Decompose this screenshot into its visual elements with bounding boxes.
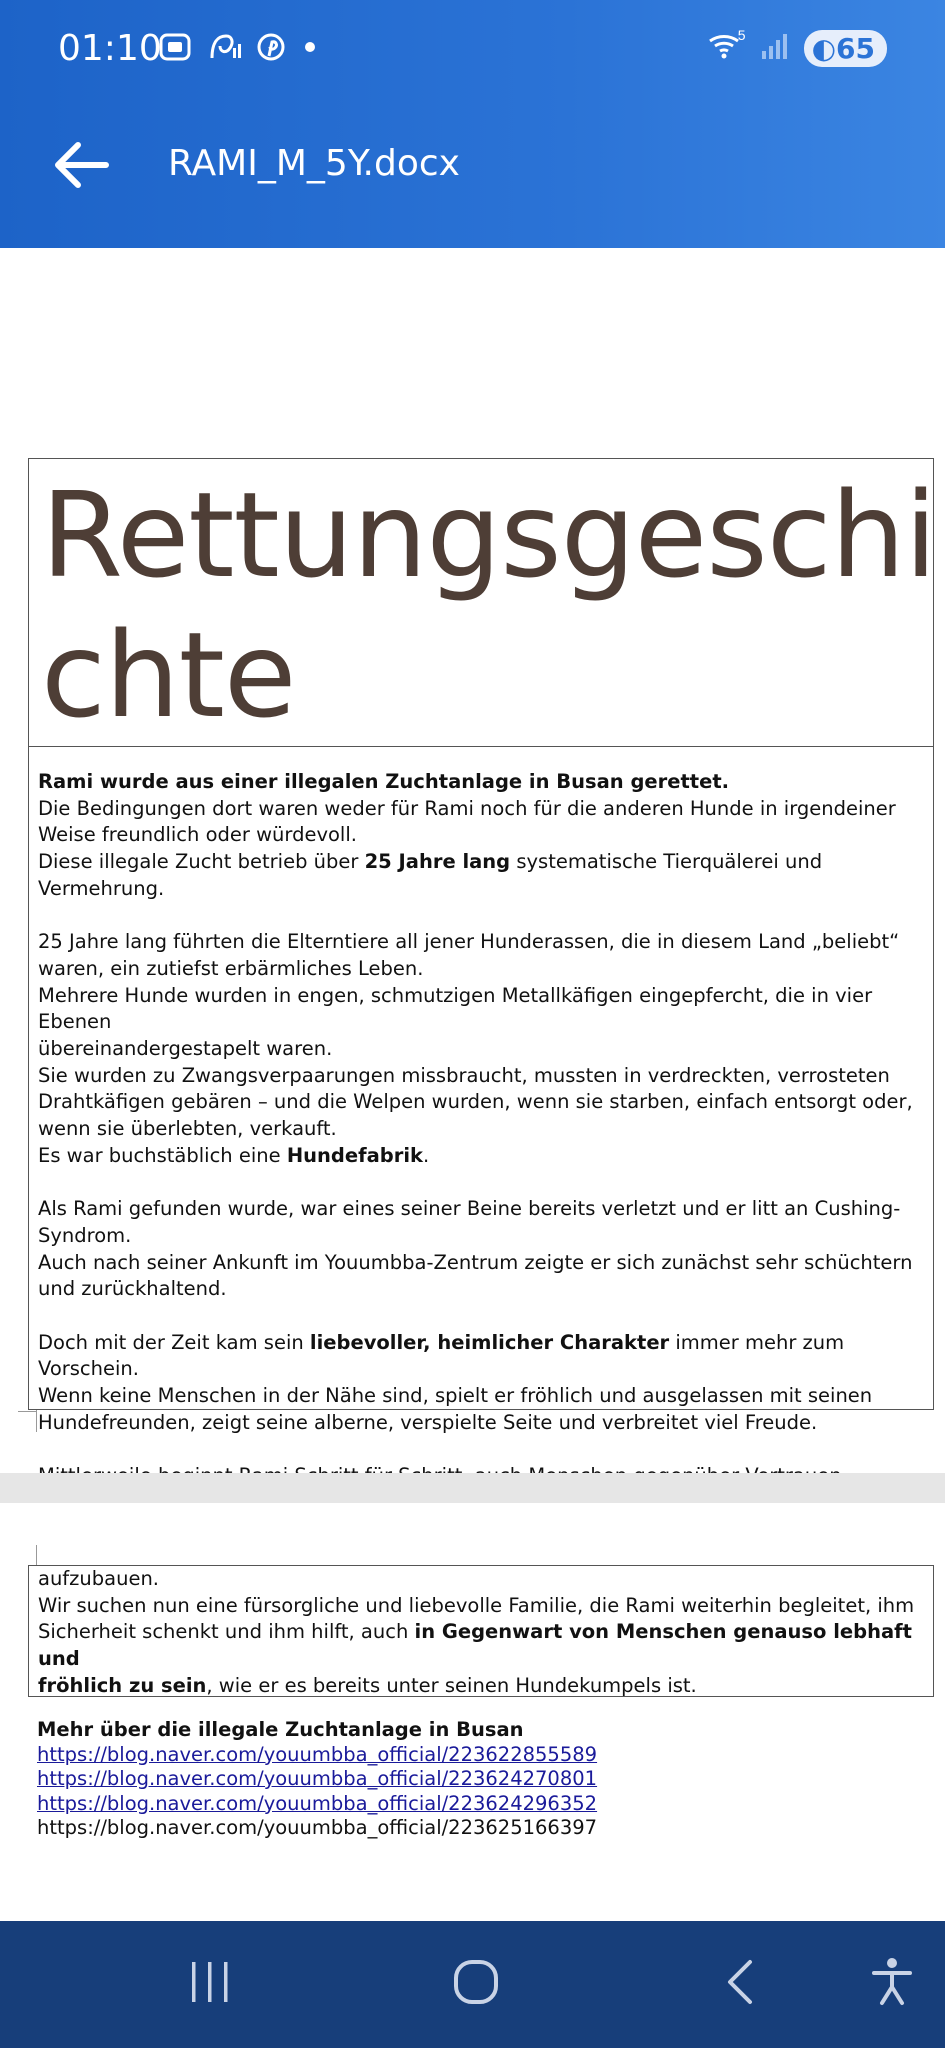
story-cell xyxy=(29,747,933,1490)
blog-link[interactable]: https://blog.naver.com/youumbba_official/223624270801 xyxy=(37,1767,598,1790)
phone-icon xyxy=(206,32,242,67)
screenshot-icon xyxy=(158,32,192,67)
blog-url-text: https://blog.naver.com/youumbba_official/223625166397 xyxy=(37,1816,598,1839)
status-bar xyxy=(0,20,945,80)
back-icon xyxy=(720,1958,760,2011)
battery-icon: ◐ xyxy=(811,32,837,65)
app-bar xyxy=(0,0,945,248)
paragraph: Die Bedingungen dort waren weder für Rami noch für die anderen Hunde in irgendeiner Weise freundlich oder würdevoll. xyxy=(38,796,896,847)
paragraph: Diese illegale Zucht betrieb über 25 Jahre lang systematische Tierquälerei und Vermehrung. xyxy=(38,850,823,900)
dot-icon xyxy=(300,32,320,67)
paragraph: Wir suchen nun eine fürsorgliche und liebevolle Familie, die Rami weiterhin begleitet, ihm Sicherheit schenkt und ihm hilft, auch in Gegenwart von Menschen genauso lebhaft und fröhlich zu sein, wie er es bereits unter seinen Hundekumpels ist. xyxy=(38,1593,915,1697)
battery-indicator: ◐65 xyxy=(804,30,887,67)
paragraph: Als Rami gefunden wurde, war eines seiner Beine bereits verletzt und er litt an Cushing- Syndrom. xyxy=(38,1197,901,1247)
paragraph: Mehrere Hunde wurden in engen, schmutzigen Metallkäfigen eingepfercht, die in vier Ebenen übereinandergestapelt waren. xyxy=(38,983,873,1061)
notification-icons xyxy=(158,32,320,67)
paragraph: Auch nach seiner Ankunft im Youumbba-Zentrum zeigte er sich zunächst sehr schüchtern und zurückhaltend. xyxy=(38,1250,913,1301)
page-corner-mark xyxy=(36,1545,37,1565)
document-table xyxy=(28,458,937,1434)
page-corner-mark xyxy=(36,1410,37,1432)
wifi-icon xyxy=(708,27,746,66)
back-arrow-icon[interactable] xyxy=(52,137,122,193)
document-toolbar xyxy=(0,125,945,205)
title-cell xyxy=(29,459,937,747)
links-heading: Mehr über die illegale Zuchtanlage in Busan xyxy=(37,1718,524,1741)
document-table-continued xyxy=(28,1565,934,1697)
home-button[interactable] xyxy=(441,1951,511,2017)
blog-link[interactable]: https://blog.naver.com/youumbba_official/223624296352 xyxy=(37,1791,598,1815)
recents-icon xyxy=(188,1960,232,2009)
blog-link[interactable]: https://blog.naver.com/youumbba_official/223622855589 xyxy=(37,1742,598,1766)
paragraph: Rami wurde aus einer illegalen Zuchtanlage in Busan gerettet. xyxy=(38,770,730,793)
pinterest-icon xyxy=(256,32,286,67)
paragraph: Sie wurden zu Zwangsverpaarungen missbraucht, mussten in verdreckten, verrosteten Drahtkäfigen gebären – und die Welpen wurden, wenn sie starben, einfach entsorgt oder, wenn sie überlebten, verkauft. xyxy=(38,1063,913,1141)
recents-button[interactable] xyxy=(175,1951,245,2017)
status-time: 01:10 xyxy=(58,28,162,69)
page-corner-mark xyxy=(18,1411,36,1412)
heading: Rettungsgeschi chte xyxy=(41,466,937,744)
paragraph: Doch mit der Zeit kam sein liebevoller, heimlicher Charakter immer mehr zum Vorschein. xyxy=(38,1330,845,1381)
wifi-badge: 5 xyxy=(737,27,746,43)
paragraph: Wenn keine Menschen in der Nähe sind, spielt er fröhlich und ausgelassen mit seinen Hundefreunden, zeigt seine alberne, verspielte Seite und verbreitet viel Freude. xyxy=(38,1384,873,1434)
paragraph: Es war buchstäblich eine Hundefabrik. xyxy=(38,1143,430,1167)
document-title: RAMI_M_5Y.docx xyxy=(168,143,460,184)
accessibility-button[interactable] xyxy=(857,1951,927,2017)
back-button[interactable] xyxy=(705,1951,775,2017)
page-break xyxy=(0,1473,945,1503)
paragraph: aufzubauen. xyxy=(38,1567,160,1590)
accessibility-icon xyxy=(870,1957,914,2012)
system-nav-bar xyxy=(0,1921,945,2048)
home-icon xyxy=(452,1958,500,2011)
paragraph: 25 Jahre lang führten die Elterntiere all jener Hunderassen, die in diesem Land „beliebt“ waren, ein zutiefst erbärmliches Leben. xyxy=(38,930,900,980)
system-status xyxy=(708,27,887,67)
links-section xyxy=(37,1718,597,1841)
signal-icon xyxy=(760,31,790,66)
